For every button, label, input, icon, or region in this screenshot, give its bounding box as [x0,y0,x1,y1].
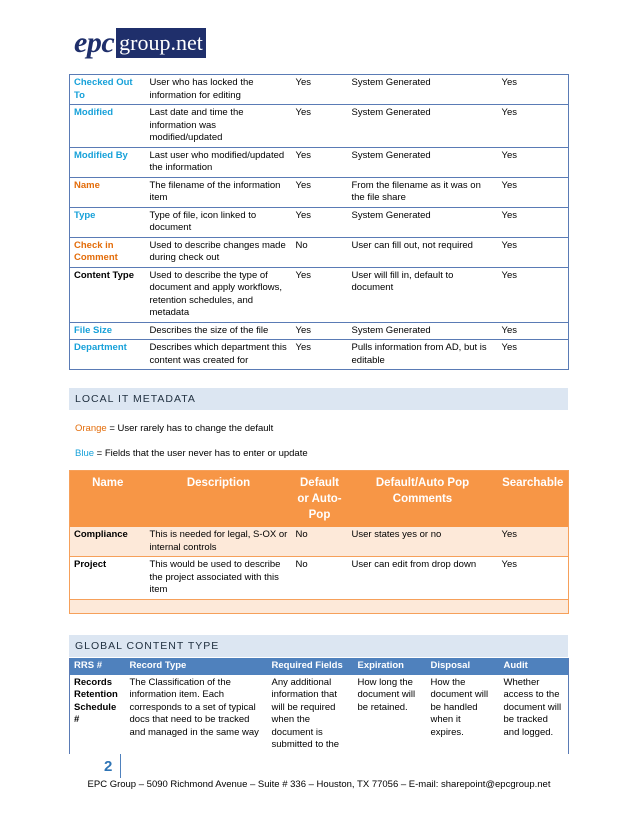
field-description: This is needed for legal, S-OX or internal controls [149,529,288,553]
table-header-row [70,471,569,528]
field-description: Last date and time the information was modified/updated [149,107,244,143]
field-name: File Size [74,324,113,336]
field-default: Yes [295,209,311,221]
audit-cell: Whether access to the document will be tracked and logged. [503,676,562,738]
field-default: Yes [295,77,311,88]
field-default: Yes [295,179,311,191]
field-description: Type of file, icon linked to document [149,209,257,233]
disposal-cell: How the document will be handled when it expires. [430,676,489,738]
field-default: Yes [295,342,311,353]
field-name: Check in Comment [74,239,118,263]
header-record-type: Record Type [129,660,187,671]
field-name: Type [74,209,96,221]
field-default: Yes [295,107,311,118]
global-content-type-heading: GLOBAL CONTENT TYPE [69,635,568,657]
local-it-metadata-heading: LOCAL IT METADATA [69,388,568,410]
header-audit: Audit [503,660,528,671]
field-default: Yes [295,269,311,281]
local-it-metadata-table [69,470,569,614]
field-description: This would be used to describe the project associated with this item [149,559,281,595]
field-comments: System Generated [351,107,431,118]
blue-legend-label: Blue [75,448,95,459]
field-searchable: Yes [501,179,517,191]
orange-legend-note [75,423,273,434]
table-row [70,105,569,148]
field-description: Used to describe the type of document and apply workflows, retention schedules, and metadata [149,269,283,318]
field-searchable: Yes [501,269,517,281]
field-comments: Pulls information from AD, but is editable [351,342,487,366]
table-empty-row [70,599,569,613]
page-number: 2 [104,758,113,775]
field-name: Modified By [74,149,128,161]
field-comments: System Generated [351,149,431,161]
epc-group-logo [74,28,206,58]
field-comments: User can fill out, not required [351,239,473,251]
page-number-divider [120,754,121,778]
page-footer: EPC Group – 5090 Richmond Avenue – Suite # 336 – Houston, TX 77056 – E-mail: sharepoint@epcgroup.net [87,779,551,790]
field-searchable: Yes [501,559,517,570]
field-default: No [295,559,308,570]
header-required-fields: Required Fields [271,660,343,671]
field-searchable: Yes [501,239,517,251]
field-searchable: Yes [501,209,517,221]
table-row [70,237,569,267]
table-row [70,147,569,177]
table-row [70,527,569,557]
orange-legend-text: = User rarely has to change the default [106,423,274,434]
field-name: Content Type [74,269,134,281]
field-name: Project [74,559,107,570]
expiration-cell: How long the document will be retained. [357,676,416,713]
header-expiration: Expiration [357,660,404,671]
field-searchable: Yes [501,529,517,540]
field-comments: User states yes or no [351,529,442,540]
table-row [70,340,569,370]
table-row [70,75,569,105]
header-default: Default or Auto-Pop [297,477,342,521]
field-default: Yes [295,324,311,336]
table-row [70,557,569,600]
field-comments: System Generated [351,77,431,88]
field-searchable: Yes [501,107,517,118]
field-searchable: Yes [501,342,517,353]
field-default: No [295,529,308,540]
header-comments: Default/Auto Pop Comments [375,477,470,505]
field-description: Used to describe changes made during check out [149,239,286,263]
table-row [70,177,569,207]
field-name: Checked Out To [74,77,133,101]
table-header-row [70,658,569,675]
table-row [70,322,569,340]
metadata-fields-table [69,74,569,370]
field-description: User who has locked the information for editing [149,77,254,101]
header-rrs: RRS # [74,660,102,671]
field-searchable: Yes [501,77,517,88]
required-fields-cell: Any additional information that will be required when the document is submitted to the [271,676,340,750]
global-content-type-table [69,658,569,754]
rrs-cell: Records Retention Schedule # [74,676,118,725]
field-comments: User can edit from drop down [351,559,477,570]
table-row [70,207,569,237]
field-comments: From the filename as it was on the file share [351,179,481,203]
field-searchable: Yes [501,324,517,336]
field-description: Last user who modified/updated the information [149,149,285,173]
header-searchable: Searchable [502,477,564,489]
field-description: The filename of the information item [149,179,281,203]
field-name: Compliance [74,529,128,540]
field-description: Describes the size of the file [149,324,269,336]
blue-legend-note [75,448,308,459]
field-default: Yes [295,149,311,161]
header-description: Description [186,477,251,489]
header-name: Name [92,477,124,489]
orange-legend-label: Orange [75,423,107,434]
field-comments: User will fill in, default to document [351,269,454,293]
table-row [70,675,569,754]
header-disposal: Disposal [430,660,471,671]
field-comments: System Generated [351,324,431,336]
logo-epc-text: epc [74,26,115,59]
field-comments: System Generated [351,209,431,221]
field-searchable: Yes [501,149,517,161]
field-name: Department [74,342,127,353]
field-default: No [295,239,308,251]
field-name: Name [74,179,100,191]
blue-legend-text: = Fields that the user never has to enter or update [94,448,308,459]
table-row [70,267,569,322]
field-description: Describes which department this content was created for [149,342,287,366]
record-type-cell: The Classification of the information item. Each corresponds to a set of typical docs that need to be tracked and managed in the same way [129,676,259,738]
field-name: Modified [74,107,114,118]
logo-groupnet-text: group.net [116,28,206,58]
